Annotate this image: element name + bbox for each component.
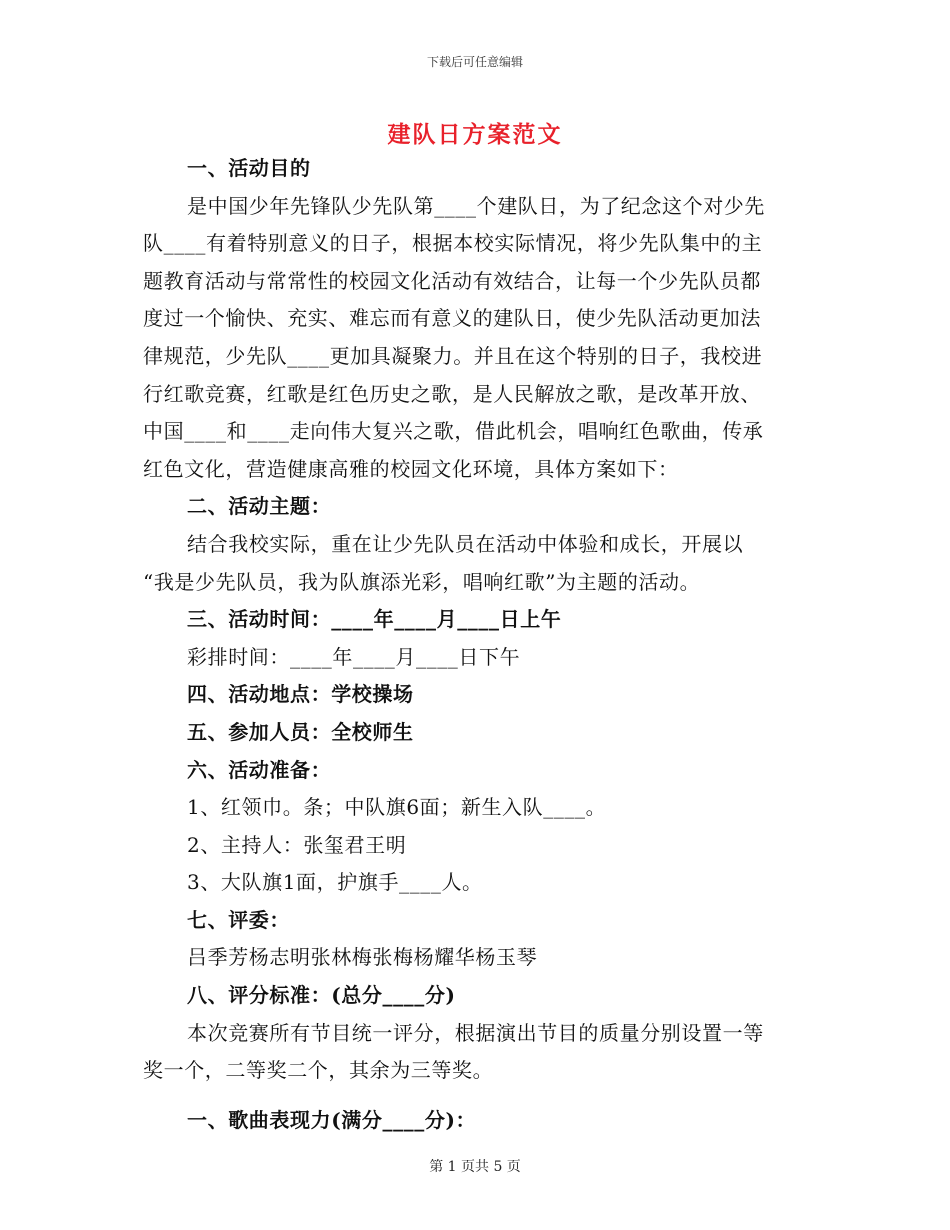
body-text-line: 彩排时间：____年____月____日下午 [187,644,521,669]
body-text-line: 中国____和____走向伟大复兴之歌，借此机会，唱响红色歌曲，传承 [143,419,764,444]
section-heading: 七、评委： [187,907,290,932]
section-heading: 一、活动目的 [187,156,311,180]
page-header-note: 下载后可任意编辑 [426,55,523,69]
paragraph-gap [143,1090,807,1102]
body-text-line: 律规范，少先队____更加具凝聚力。并且在这个特别的日子，我校进 [143,343,763,368]
section-heading: 八、评分标准：(总分____分) [187,983,456,1008]
section-heading: 三、活动时间：____年____月____日上午 [187,607,562,632]
body-text-line: 吕季芳杨志明张林梅张梅杨耀华杨玉琴 [187,945,538,970]
body-text-line: 1、红领巾。条；中队旗6面；新生入队____。 [187,795,607,820]
body-text-line: 题教育活动与常常性的校园文化活动有效结合，让每一个少先队员都 [143,268,761,293]
section-heading: 二、活动主题： [187,494,332,519]
section-heading: 四、活动地点：学校操场 [187,682,414,707]
body-text-line: 结合我校实际，重在让少先队员在活动中体验和成长，开展以 [187,531,744,556]
body-text-line: 行红歌竞赛，红歌是红色历史之歌，是人民解放之歌，是改革开放、 [143,381,761,406]
body-text-line: 是中国少年先锋队少先队第____个建队日，为了纪念这个对少先 [187,193,765,218]
document-title: 建队日方案范文 [387,121,563,148]
body-text-line: 红色文化，营造健康高雅的校园文化环境，具体方案如下： [143,456,679,481]
body-text-line: “我是少先队员，我为队旗添光彩，唱响红歌”为主题的活动。 [143,569,701,594]
section-heading: 五、参加人员：全校师生 [187,719,414,744]
body-text-line: 2、主持人：张玺君王明 [187,832,407,857]
body-text-line: 本次竞赛所有节目统一评分，根据演出节目的质量分别设置一等 [187,1020,764,1045]
body-text-line: 3、大队旗1面，护旗手____人。 [187,870,483,895]
section-heading: 六、活动准备： [187,757,332,782]
section-heading: 一、歌曲表现力(满分____分)： [187,1107,477,1132]
body-text-line: 队____有着特别意义的日子，根据本校实际情况，将少先队集中的主 [143,231,763,256]
document-body [143,150,807,1139]
page-footer: 第 1 页共 5 页 [429,1159,521,1175]
body-text-line: 奖一个，二等奖二个，其余为三等奖。 [143,1058,494,1083]
body-text-line: 度过一个愉快、充实、难忘而有意义的建队日，使少先队活动更加法 [143,306,761,331]
